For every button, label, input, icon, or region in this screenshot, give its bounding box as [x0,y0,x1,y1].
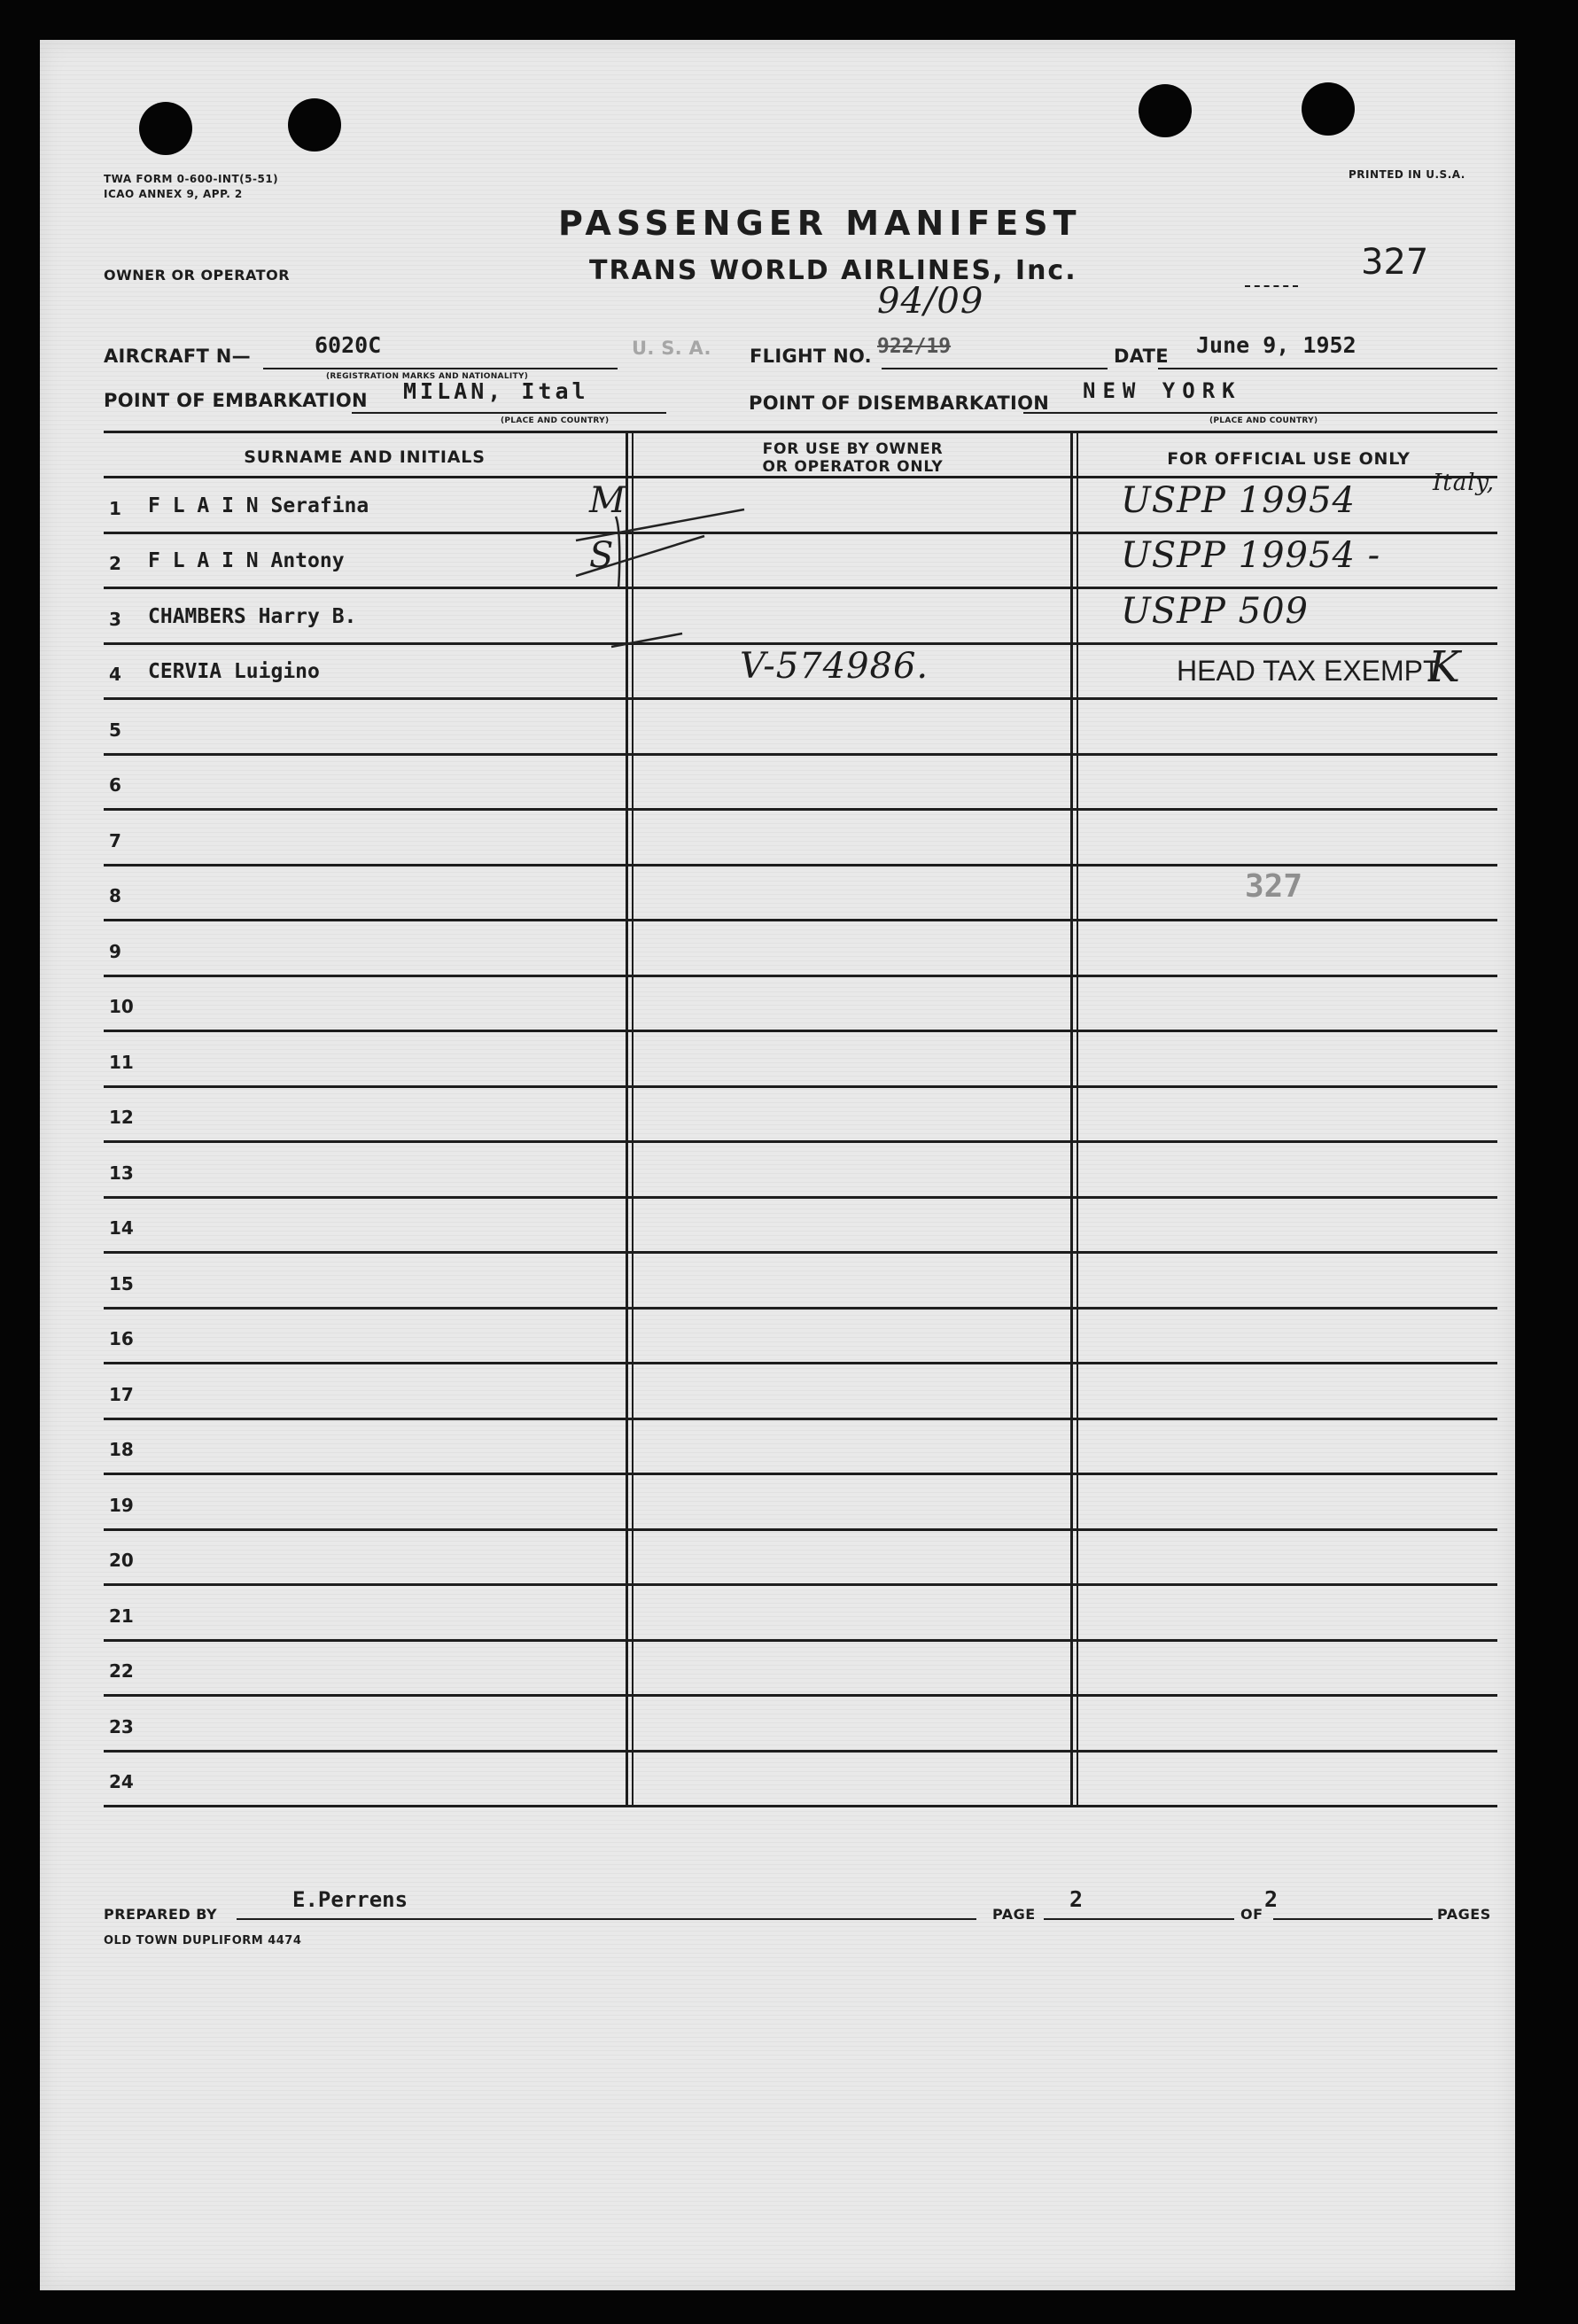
row-number: 6 [109,774,121,796]
passenger-name: F L A I N Serafina [148,494,369,517]
row-number: 10 [109,996,134,1017]
disembarkation-label: POINT OF DISEMBARKATION [749,393,1050,414]
embarkation-line [352,412,666,414]
aircraft-label: AIRCRAFT N— [104,346,251,367]
official-entry: USPP 19954 - [1121,535,1381,576]
row-rule [104,919,1497,921]
owner-operator-label: OWNER OR OPERATOR [104,267,291,284]
official-note: K [1428,642,1461,692]
doc-number-line [1245,285,1298,287]
column-header-official: FOR OFFICIAL USE ONLY [1167,449,1411,469]
printed-in-label: PRINTED IN U.S.A. [1349,168,1465,181]
bracket-stroke [616,517,619,589]
printer-imprint: OLD TOWN DUPLIFORM 4474 [104,1934,302,1947]
manifest-sheet [40,40,1515,2290]
prepared-by-value: E.Perrens [292,1887,408,1912]
prepared-by-line [237,1918,976,1920]
prepared-by-label: PREPARED BY [104,1906,218,1923]
row-number: 12 [109,1107,134,1128]
marital-mark: S [589,535,615,576]
row-rule [104,864,1497,867]
row-rule [104,1030,1497,1032]
row-number: 4 [109,664,121,685]
date-line [1158,368,1497,369]
row-number: 9 [109,940,121,962]
row-rule [104,1085,1497,1088]
page-line [1044,1918,1234,1920]
punch-hole [139,102,192,155]
row-number: 14 [109,1217,134,1239]
row-rule [104,1251,1497,1254]
row-rule [104,1750,1497,1753]
document-number: 327 [1361,242,1429,283]
column-divider [1077,431,1078,1806]
aircraft-line [263,368,618,369]
pages-label: PAGES [1437,1906,1491,1923]
marital-mark: M [589,479,626,521]
owner-header-line2: OR OPERATOR ONLY [762,458,944,476]
row-rule [104,642,1497,645]
row-rule [104,1418,1497,1420]
row-rule [104,1307,1497,1310]
row-rule [104,1583,1497,1586]
row-number: 2 [109,553,121,574]
check-stroke [576,536,704,576]
passenger-name: CERVIA Luigino [148,660,320,683]
row-rule [104,1473,1497,1475]
date-label: DATE [1114,346,1169,367]
column-header-name: SURNAME AND INITIALS [244,447,486,467]
official-entry: HEAD TAX EXEMPT [1177,655,1441,687]
owner-header-line1: FOR USE BY OWNER [762,440,944,458]
aircraft-number: 6020C [315,332,382,358]
row-number: 7 [109,829,121,851]
row-number: 17 [109,1383,134,1405]
owner-note: V-574986. [740,646,929,687]
page-number: 2 [1069,1886,1084,1912]
row-number: 23 [109,1715,134,1737]
total-pages: 2 [1264,1886,1279,1912]
page-title: PASSENGER MANIFEST [558,204,1082,243]
official-entry: USPP 509 [1121,590,1310,632]
row-rule [104,1528,1497,1531]
official-note: Italy, [1433,469,1496,496]
nationality-label: U. S. A. [632,338,711,359]
form-id-line2: ICAO ANNEX 9, APP. 2 [104,188,243,200]
row-number: 11 [109,1051,134,1073]
row-rule [104,697,1497,700]
row-rule [104,532,1497,534]
punch-hole [1302,82,1355,136]
embarkation-value: MILAN, Ital [403,378,589,404]
row-rule [104,1694,1497,1697]
punch-hole [1139,84,1192,137]
row-number: 15 [109,1272,134,1294]
row-rule [104,808,1497,811]
row-number: 13 [109,1162,134,1184]
check-stroke [576,509,744,540]
flight-number-typed: 922/19 [877,335,952,358]
row-rule [104,1140,1497,1143]
disembarkation-value: NEW YORK [1083,378,1242,403]
flight-number-handwritten: 94/09 [877,281,984,322]
row-rule [104,1196,1497,1199]
of-line [1273,1918,1433,1920]
official-entry: USPP 19954 [1121,479,1356,521]
column-divider [1070,431,1073,1806]
row-number: 8 [109,885,121,906]
of-label: OF [1240,1906,1263,1923]
flight-label: FLIGHT NO. [750,346,872,367]
page-label: PAGE [992,1906,1036,1923]
table-top-rule [104,431,1497,433]
embarkation-label: POINT OF EMBARKATION [104,390,368,411]
row-rule [104,753,1497,756]
date-value: June 9, 1952 [1196,332,1356,358]
airline-name: TRANS WORLD AIRLINES, Inc. [589,255,1077,286]
row-number: 18 [109,1439,134,1460]
row-rule [104,975,1497,977]
row-number: 3 [109,608,121,630]
embarkation-sublabel: (PLACE AND COUNTRY) [501,416,610,425]
row-rule [104,1805,1497,1807]
column-header-owner [635,440,1070,476]
row-rule [104,587,1497,589]
check-stroke [611,633,682,647]
row-number: 24 [109,1771,134,1792]
passenger-name: F L A I N Antony [148,549,345,572]
form-id-line1: TWA FORM 0-600-INT(5-51) [104,173,279,185]
row-number: 21 [109,1605,134,1627]
row-number: 22 [109,1660,134,1682]
flight-line [882,368,1108,369]
table-header-rule [104,476,1497,478]
row-number: 5 [109,719,121,741]
disembarkation-sublabel: (PLACE AND COUNTRY) [1209,416,1318,425]
row-number: 20 [109,1550,134,1571]
punch-hole [288,98,341,152]
row-rule [104,1362,1497,1364]
row-rule [104,1639,1497,1642]
stamp-number: 327 [1245,868,1303,905]
row-number: 16 [109,1328,134,1349]
row-number: 1 [109,497,121,519]
disembarkation-line [1023,412,1497,414]
row-number: 19 [109,1494,134,1516]
registration-sublabel: (REGISTRATION MARKS AND NATIONALITY) [326,372,529,381]
handwritten-strokes [536,474,784,678]
passenger-name: CHAMBERS Harry B. [148,604,357,628]
